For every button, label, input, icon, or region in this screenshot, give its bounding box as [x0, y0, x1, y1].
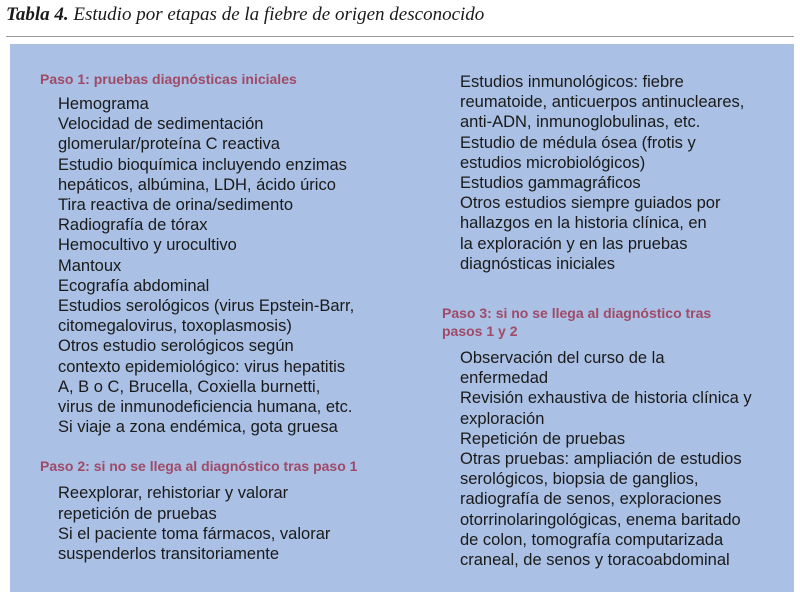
list-item: Si el paciente toma fármacos, valorar: [58, 524, 331, 543]
list-item: contexto epidemiológico: virus hepatitis: [58, 357, 346, 376]
right-column: [442, 44, 782, 570]
list-item: radiografía de senos, exploraciones: [460, 490, 722, 509]
step-3-list: [442, 348, 782, 570]
list-item: serológicos, biopsia de ganglios,: [460, 470, 699, 489]
step-3-heading: [442, 304, 782, 340]
table-label: Tabla 4.: [6, 4, 69, 25]
list-item: anti-ADN, inmunoglobulinas, etc.: [460, 113, 701, 132]
list-item: enfermedad: [460, 369, 549, 388]
step-3-heading-line1: Paso 3: si no se llega al diagnóstico tras: [442, 305, 712, 322]
list-item: Si viaje a zona endémica, gota gruesa: [58, 418, 338, 437]
list-item: Repetición de pruebas: [460, 429, 626, 448]
list-item: Otros estudios siempre guiados por: [460, 194, 721, 213]
list-item: reumatoide, anticuerpos antinucleares,: [460, 93, 745, 112]
step-2-list: [40, 483, 420, 564]
list-item: diagnósticas iniciales: [460, 254, 616, 273]
list-item: Estudios gammagráficos: [460, 174, 641, 193]
step-3-heading-line2: pasos 1 y 2: [442, 323, 518, 340]
list-item: A, B o C, Brucella, Coxiella burnetti,: [58, 377, 321, 396]
list-item: Estudios serológicos (virus Epstein-Barr,: [58, 297, 355, 316]
list-item: Revisión exhaustiva de historia clínica y: [460, 389, 752, 408]
left-column: [40, 44, 420, 564]
list-item: Radiografía de tórax: [58, 216, 208, 235]
list-item: Estudios inmunológicos: fiebre: [460, 73, 684, 91]
step-1-list: [40, 94, 420, 437]
list-item: Reexplorar, rehistoriar y valorar: [58, 484, 289, 503]
step-1-continued-list: [442, 72, 782, 274]
list-item: Otras pruebas: ampliación de estudios: [460, 450, 742, 469]
list-item: virus de inmunodeficiencia humana, etc.: [58, 398, 353, 417]
list-item: exploración: [460, 409, 545, 428]
list-item: Velocidad de sedimentación: [58, 115, 264, 134]
table-panel: [10, 44, 794, 592]
table-title: [6, 0, 794, 37]
list-item: citomegalovirus, toxoplasmosis): [58, 317, 292, 336]
list-item: otorrinolaringológicas, enema baritado: [460, 510, 741, 529]
table-caption: Estudio por etapas de la fiebre de origen desconocido: [73, 4, 485, 25]
list-item: Otros estudio serológicos según: [58, 337, 294, 356]
list-item: Observación del curso de la: [460, 349, 665, 368]
list-item: glomerular/proteína C reactiva: [58, 135, 280, 154]
list-item: repetición de pruebas: [58, 504, 217, 523]
step-2-heading: Paso 2: si no se llega al diagnóstico tras paso 1: [40, 458, 358, 475]
list-item: de colon, tomografía computarizada: [460, 530, 724, 549]
list-item: estudios microbiológicos): [460, 153, 646, 172]
list-item: suspenderlos transitoriamente: [58, 545, 280, 564]
step-1-heading: Paso 1: pruebas diagnósticas iniciales: [40, 71, 297, 87]
list-item: craneal, de senos y toracoabdominal: [460, 551, 730, 570]
list-item: Tira reactiva de orina/sedimento: [58, 196, 294, 215]
list-item: Hemograma: [58, 95, 149, 113]
list-item: Mantoux: [58, 256, 122, 275]
list-item: Ecografía abdominal: [58, 276, 210, 295]
list-item: Estudio bioquímica incluyendo enzimas: [58, 155, 347, 174]
list-item: hallazgos en la historia clínica, en: [460, 214, 707, 233]
list-item: hepáticos, albúmina, LDH, ácido úrico: [58, 175, 336, 194]
list-item: Hemocultivo y urocultivo: [58, 236, 237, 255]
list-item: la exploración y en las pruebas: [460, 234, 688, 253]
list-item: Estudio de médula ósea (frotis y: [460, 133, 696, 152]
